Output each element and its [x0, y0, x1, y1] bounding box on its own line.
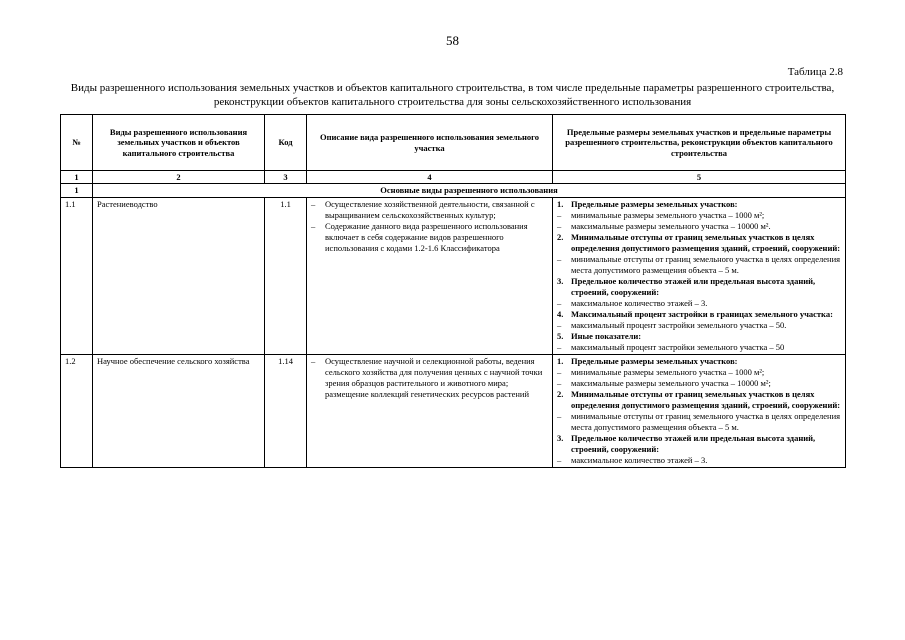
col-number: 2: [93, 171, 265, 184]
parameter-heading: 1. Предельные размеры земельных участков:: [557, 356, 738, 366]
table-row: [61, 355, 846, 468]
col-number: 4: [307, 171, 553, 184]
row-kind: Научное обеспечение сельского хозяйства: [93, 355, 265, 468]
parameter-item: – минимальные отступы от границ земельного участка в целях определения места допустимого размещения объекта – 5 м.: [557, 411, 841, 432]
parameter-item: – максимальные размеры земельного участка – 10000 м²;: [557, 378, 771, 388]
land-use-table: [60, 114, 846, 468]
row-parameters: [553, 198, 846, 355]
parameter-heading: 3. Предельное количество этажей или предельная высота зданий, строений, сооружений:: [557, 433, 816, 454]
column-number-row: [61, 171, 846, 184]
parameter-heading: 3. Предельное количество этажей или предельная высота зданий, строений, сооружений:: [557, 276, 816, 297]
page-number: 58: [446, 33, 459, 48]
row-description: [307, 198, 553, 355]
header-num: №: [61, 115, 93, 171]
parameter-item: – максимальное количество этажей – 3.: [557, 298, 708, 308]
table-caption: Виды разрешенного использования земельных участков и объектов капитального строительства, в том числе предельные параметры разрешенного строительства, реконструкции объектов капитального строительства для зоны сельскохозяйственного использования: [70, 82, 835, 108]
parameter-heading: 5. Иные показатели:: [557, 331, 642, 341]
col-number: 1: [61, 171, 93, 184]
row-number: 1.1: [61, 198, 93, 355]
col-number: 3: [265, 171, 307, 184]
table-row: [61, 198, 846, 355]
description-item: – Осуществление хозяйственной деятельности, связанной с выращиванием сельскохозяйственных культур;: [311, 199, 535, 220]
header-params: Предельные размеры земельных участков и предельные параметры разрешенного строительства, реконструкции объектов капитального строительства: [553, 115, 846, 171]
description-item: – Содержание данного вида разрешенного использования включает в себя содержание видов разрешенного использования с кодами 1.2-1.6 Классификатора: [311, 221, 528, 253]
parameter-item: – минимальные отступы от границ земельного участка в целях определения места допустимого размещения объекта – 5 м.: [557, 254, 841, 275]
row-code: 1.1: [265, 198, 307, 355]
row-parameters: [553, 355, 846, 468]
parameter-item: – максимальное количество этажей – 3.: [557, 455, 708, 465]
row-code: 1.14: [265, 355, 307, 468]
parameter-item: – максимальный процент застройки земельного участка – 50.: [557, 320, 787, 330]
description-item: – Осуществление научной и селекционной работы, ведения сельского хозяйства для получения ценных с научной точки зрения образцов растительного и животного мира; размещение коллекций генетических ресурсов растений: [311, 356, 543, 399]
parameter-heading: 2. Минимальные отступы от границ земельных участков в целях определения допустимого размещения зданий, строений, сооружений:: [557, 389, 841, 410]
table-label: Таблица 2.8: [787, 66, 843, 78]
header-code: Код: [265, 115, 307, 171]
parameter-heading: 1. Предельные размеры земельных участков:: [557, 199, 738, 209]
section-row: [61, 184, 846, 198]
parameter-item: – минимальные размеры земельного участка – 1000 м²;: [557, 367, 765, 377]
row-description: [307, 355, 553, 468]
header-kind: Виды разрешенного использования земельных участков и объектов капитального строительства: [93, 115, 265, 171]
row-number: 1.2: [61, 355, 93, 468]
header-row: [61, 115, 846, 171]
parameter-heading: 2. Минимальные отступы от границ земельных участков в целях определения допустимого размещения зданий, строений, сооружений:: [557, 232, 841, 253]
parameter-item: – минимальные размеры земельного участка – 1000 м²;: [557, 210, 765, 220]
section-number: 1: [61, 184, 93, 198]
parameter-item: – максимальный процент застройки земельного участка – 50: [557, 342, 785, 352]
header-desc: Описание вида разрешенного использования земельного участка: [307, 115, 553, 171]
row-kind: Растениеводство: [93, 198, 265, 355]
section-title: Основные виды разрешенного использования: [93, 184, 846, 198]
parameter-heading: 4. Максимальный процент застройки в границах земельного участка:: [557, 309, 833, 319]
col-number: 5: [553, 171, 846, 184]
parameter-item: – максимальные размеры земельного участка – 10000 м².: [557, 221, 771, 231]
